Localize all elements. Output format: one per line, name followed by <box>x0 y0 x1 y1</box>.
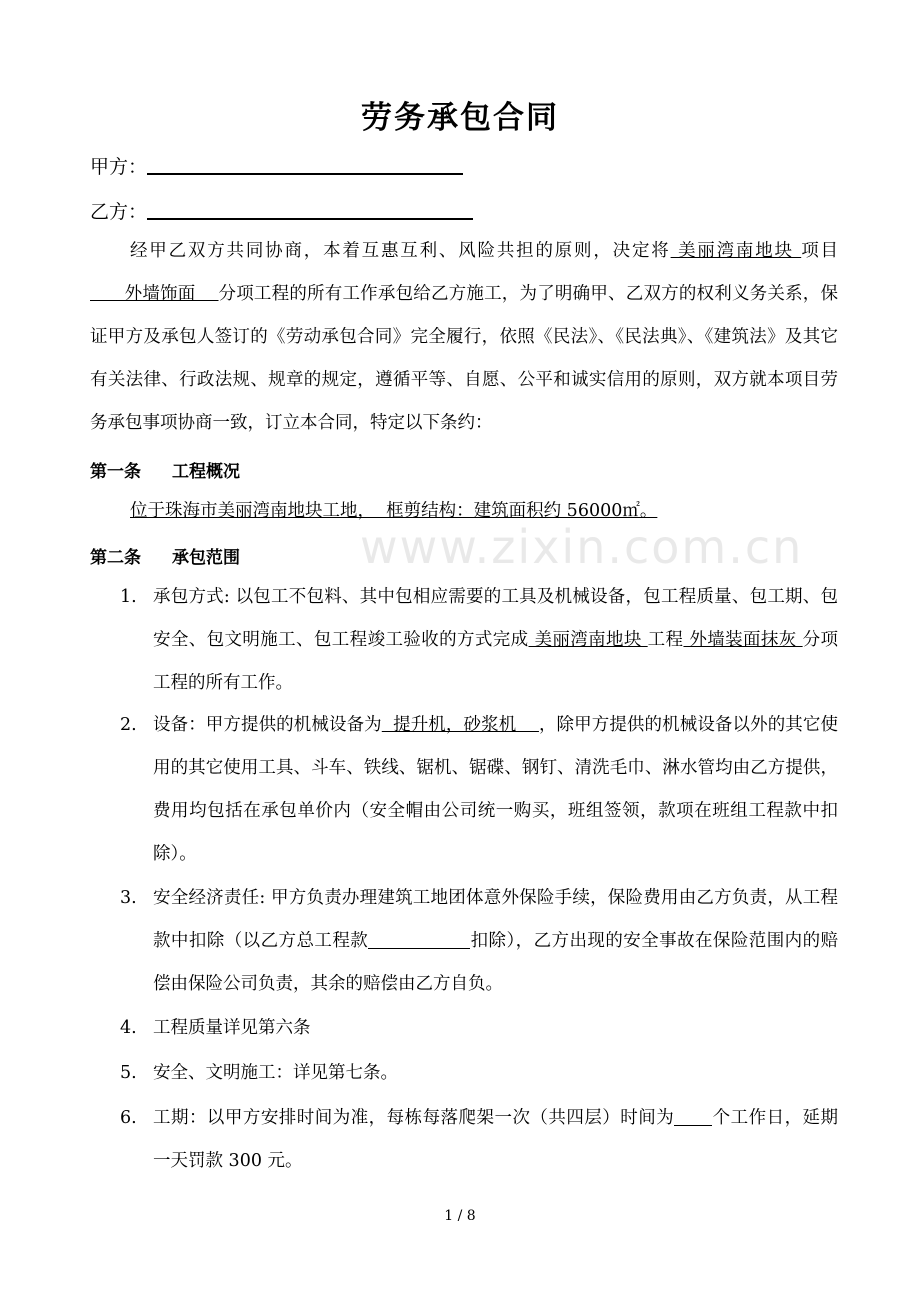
item-work-scope: 外墙装面抹灰 <box>683 630 803 650</box>
item-text: 工期：以甲方安排时间为准，每栋每落爬架一次（共四层）时间为 <box>153 1108 675 1128</box>
item-text: 工程 <box>647 630 684 650</box>
party-a-row <box>90 152 463 179</box>
article-1-heading <box>90 457 240 482</box>
party-a-blank[interactable] <box>147 155 463 175</box>
item-text: 安全、文明施工：详见第七条。 <box>153 1063 398 1083</box>
item-number: 3. <box>120 888 137 908</box>
list-item <box>120 1052 838 1095</box>
party-b-row <box>90 197 473 224</box>
item-number: 1. <box>120 587 137 607</box>
deduction-blank[interactable] <box>368 932 470 949</box>
intro-scope: 外墙饰面 <box>90 284 219 304</box>
list-item <box>120 576 838 705</box>
list-item <box>120 1097 838 1183</box>
workdays-blank[interactable] <box>674 1109 712 1126</box>
article-1-overview: 位于珠海市美丽湾南地块工地， 框剪结构：建筑面积约 56000㎡。 <box>130 501 658 521</box>
party-b-label: 乙方： <box>90 201 148 223</box>
item-project-name: 美丽湾南地块 <box>528 630 648 650</box>
intro-text-1: 经甲乙双方共同协商，本着互惠互利、风险共担的原则，决定将 <box>130 241 671 261</box>
item-text: 设备：甲方提供的机械设备为 <box>153 715 382 735</box>
item-text: 个工作日，延期一天罚款 300 元。 <box>153 1108 839 1171</box>
item-number: 5. <box>120 1063 137 1083</box>
article-1-title: 工程概况 <box>172 462 240 482</box>
page-number: 1 / 8 <box>444 1208 476 1224</box>
item-text: 工程质量详见第六条 <box>153 1018 311 1038</box>
article-2-number: 第二条 <box>90 548 141 568</box>
intro-project-name: 美丽湾南地块 <box>670 241 802 261</box>
list-item <box>120 877 838 1006</box>
article-2-heading <box>90 543 240 568</box>
item-text: 安全经济责任: 甲方负责办理建筑工地团体意外保险手续，保险费用由乙方负责，从工程款中扣除（以乙方总工程款 <box>153 888 838 951</box>
item-text: 分项工程的所有工作。 <box>153 630 838 693</box>
article-2-title: 承包范围 <box>172 548 240 568</box>
item-number: 2. <box>120 715 137 735</box>
item-text: ，除甲方提供的机械设备以外的其它使用的其它使用工具、斗车、铁线、锯机、锯碟、钢钉、清洗毛巾、淋水管均由乙方提供，费用均包括在承包单价内（安全帽由公司统一购买，班组签领，款项在班组工程款中扣除）。 <box>153 715 839 864</box>
item-text: 承包方式: 以包工不包料、其中包相应需要的工具及机械设备，包工程质量、包工期、包安全、包文明施工、包工程竣工验收的方式完成 <box>153 587 838 650</box>
article-1-number: 第一条 <box>90 462 141 482</box>
party-a-label: 甲方： <box>90 156 148 178</box>
intro-paragraph <box>90 230 838 445</box>
item-number: 6. <box>120 1108 137 1128</box>
list-item <box>120 1007 838 1050</box>
item-number: 4. <box>120 1018 137 1038</box>
intro-text-2: 项目 <box>801 241 839 261</box>
page-title: 劳务承包合同 <box>361 100 559 136</box>
intro-text-3: 分项工程的所有工作承包给乙方施工，为了明确甲、乙双方的权利义务关系，保证甲方及承包人签订的《劳动承包合同》完全履行，依照《民法》、《民法典》、《建筑法》及其它有关法律、行政法规、规章的规定，遵循平等、自愿、公平和诚实信用的原则，双方就本项目劳务承包事项协商一致，订立本合同，特定以下条约： <box>90 284 838 433</box>
party-b-blank[interactable] <box>147 200 473 220</box>
item-equipment: 提升机，砂浆机 <box>381 715 539 735</box>
list-item <box>120 704 838 876</box>
watermark: www.zixin.com.cn <box>360 520 804 574</box>
item-text: 扣除），乙方出现的安全事故在保险范围内的赔偿由保险公司负责，其余的赔偿由乙方自负。 <box>153 931 839 994</box>
